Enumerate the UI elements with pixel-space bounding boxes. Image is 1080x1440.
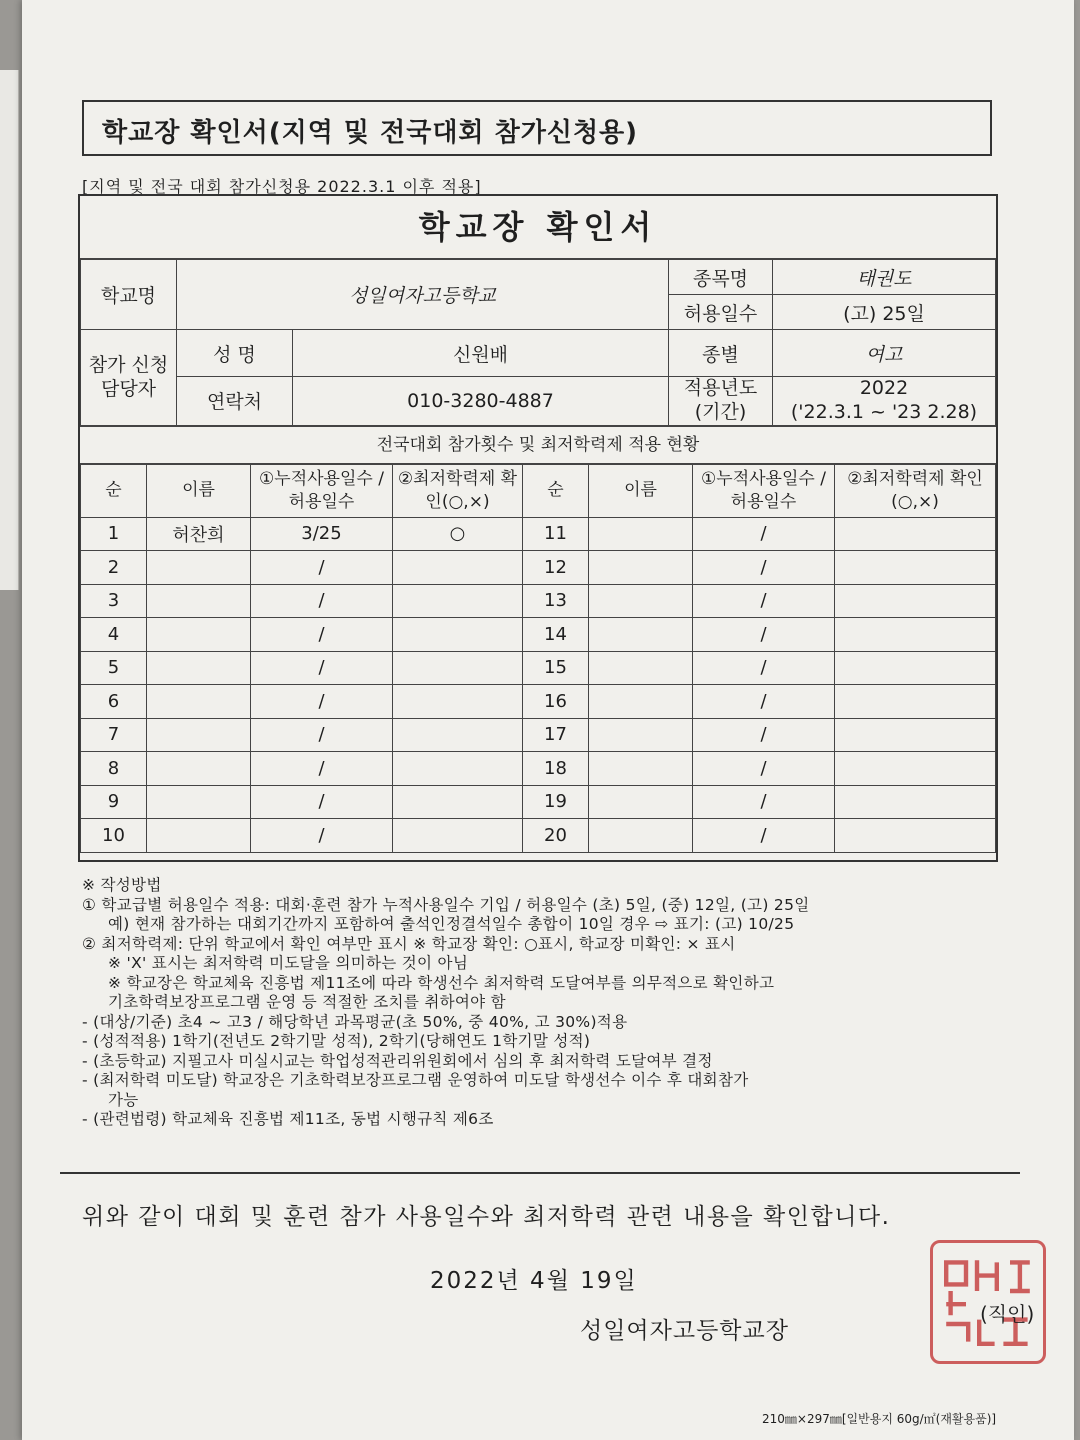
info-table [80, 259, 996, 426]
row-number: 5 [81, 651, 147, 685]
row-check [393, 551, 523, 585]
row-days: / [693, 685, 835, 719]
row-number: 13 [523, 584, 589, 618]
table-row [81, 785, 996, 819]
col-check-right: ②최저학력제 확인(○,×) [835, 464, 996, 517]
row-name [589, 618, 693, 652]
row-days: 3/25 [251, 517, 393, 551]
row-check [393, 819, 523, 853]
row-check [835, 651, 996, 685]
row-check [835, 618, 996, 652]
col-name-left: 이름 [147, 464, 251, 517]
row-days: / [693, 785, 835, 819]
row-days: / [251, 685, 393, 719]
row-check [835, 551, 996, 585]
row-name: 허찬희 [147, 517, 251, 551]
contact-label: 연락처 [177, 377, 293, 426]
row-days: / [251, 618, 393, 652]
row-name [589, 819, 693, 853]
instruction-line: ① 학교급별 허용일수 적용: 대회·훈련 참가 누적사용일수 기입 / 허용일수 (초) 5일, (중) 12일, (고) 25일 [82, 895, 810, 914]
instructions-title: ※ 작성방법 [82, 876, 162, 894]
instruction-line: 기초학력보장프로그램 운영 등 적절한 조치를 취하여야 함 [108, 993, 506, 1011]
row-days: / [693, 752, 835, 786]
row-check [393, 618, 523, 652]
row-name [147, 618, 251, 652]
row-number: 14 [523, 618, 589, 652]
row-check: ○ [393, 517, 523, 551]
confirmation-date: 2022년 4월 19일 [430, 1268, 638, 1294]
event-label: 종목명 [669, 260, 773, 295]
status-title: 전국대회 참가횟수 및 최저학력제 적용 현황 [80, 426, 996, 464]
row-check [835, 718, 996, 752]
row-name [147, 785, 251, 819]
row-days: / [693, 551, 835, 585]
col-no-left: 순 [81, 464, 147, 517]
row-name [147, 551, 251, 585]
row-days: / [693, 584, 835, 618]
row-days: / [693, 718, 835, 752]
row-name [147, 752, 251, 786]
contact-value: 010-3280-4887 [293, 377, 669, 426]
col-days-left: ①누적사용일수 /허용일수 [251, 464, 393, 517]
row-days: / [251, 752, 393, 786]
sub-note: [지역 및 전국 대회 참가신청용 2022.3.1 이후 적용] [82, 177, 482, 196]
instruction-line: - (대상/기준) 초4 ~ 고3 / 해당학년 과목평균(초 50%, 중 40%, 고 30%)적용 [82, 1012, 628, 1031]
row-days: / [251, 551, 393, 585]
instruction-line: 예) 현재 참가하는 대회기간까지 포함하여 출석인정결석일수 총합이 10일 경우 ⇨ 표기: (고) 10/25 [108, 915, 795, 933]
year-value: 2022 [859, 377, 909, 399]
year-value-cell [773, 377, 996, 426]
allowed-days-value: (고) 25일 [773, 295, 996, 330]
row-name [589, 752, 693, 786]
row-number: 6 [81, 685, 147, 719]
year-label-line1: 적용년도 [683, 377, 758, 399]
row-days: / [693, 517, 835, 551]
table-row [81, 651, 996, 685]
row-name [589, 718, 693, 752]
instruction-line: - (최저학력 미도달) 학교장은 기초학력보장프로그램 운영하여 미도달 학생선수 이수 후 대회참가 [82, 1071, 749, 1089]
table-row [81, 551, 996, 585]
instruction-line: ② 최저학력제: 단위 학교에서 확인 여부만 표시 ※ 학교장 확인: ○표시, 학교장 미확인: × 표시 [82, 934, 736, 953]
row-name [147, 651, 251, 685]
adjacent-paper-edge [0, 70, 19, 590]
instruction-line: ※ 학교장은 학교체육 진흥법 제11조에 따라 학생선수 최저학력 도달여부를 의무적으로 확인하고 [108, 973, 775, 992]
row-name [589, 551, 693, 585]
document-header: 학교장 확인서(지역 및 전국대회 참가신청용) [82, 100, 992, 156]
row-number: 1 [81, 517, 147, 551]
table-row [81, 618, 996, 652]
row-name [589, 785, 693, 819]
col-no-right: 순 [523, 464, 589, 517]
form-main [78, 194, 998, 862]
row-check [835, 685, 996, 719]
principal-title: 성일여자고등학교장 [580, 1318, 789, 1344]
row-days: / [693, 618, 835, 652]
year-label-line2: (기간) [694, 400, 747, 423]
row-number: 20 [523, 819, 589, 853]
row-check [835, 752, 996, 786]
row-number: 2 [81, 551, 147, 585]
instruction-line: 가능 [108, 1090, 139, 1109]
row-name [589, 517, 693, 551]
paper-spec: 210㎜×297㎜[일반용지 60g/㎡(재활용품)] [762, 1412, 997, 1426]
row-name [147, 819, 251, 853]
row-days: / [251, 651, 393, 685]
row-number: 4 [81, 618, 147, 652]
status-table [80, 464, 996, 853]
table-row [81, 685, 996, 719]
row-number: 11 [523, 517, 589, 551]
row-check [393, 785, 523, 819]
instructions [82, 876, 1002, 1130]
row-number: 12 [523, 551, 589, 585]
table-row [81, 584, 996, 618]
year-label [669, 377, 773, 426]
row-number: 7 [81, 718, 147, 752]
row-days: / [251, 718, 393, 752]
row-number: 8 [81, 752, 147, 786]
row-name [589, 651, 693, 685]
table-row [81, 819, 996, 853]
applicant-label: 참가 신청 담당자 [81, 330, 177, 426]
row-name [147, 685, 251, 719]
col-name-right: 이름 [589, 464, 693, 517]
col-check-left: ②최저학력제 확인(○,×) [393, 464, 523, 517]
row-check [393, 651, 523, 685]
row-number: 17 [523, 718, 589, 752]
name-value: 신원배 [293, 330, 669, 377]
instruction-line: - (초등학교) 지필고사 미실시교는 학업성적관리위원회에서 심의 후 최저학력 도달여부 결정 [82, 1051, 713, 1070]
event-value: 태권도 [773, 260, 996, 295]
school-value: 성일여자고등학교 [177, 260, 669, 330]
row-days: / [693, 651, 835, 685]
row-name [147, 584, 251, 618]
instruction-line: - (성적적용) 1학기(전년도 2학기말 성적), 2학기(당해연도 1학기말 성적) [82, 1032, 591, 1050]
row-number: 15 [523, 651, 589, 685]
instruction-line: ※ 'X' 표시는 최저학력 미도달을 의미하는 것이 아님 [108, 954, 469, 972]
row-number: 18 [523, 752, 589, 786]
row-days: / [251, 785, 393, 819]
row-name [589, 685, 693, 719]
confirmation-section [60, 1172, 1020, 1346]
instructions-lines [82, 896, 1002, 1130]
row-check [393, 718, 523, 752]
row-name [147, 718, 251, 752]
row-number: 9 [81, 785, 147, 819]
category-value: 여고 [773, 330, 996, 377]
school-label: 학교명 [81, 260, 177, 330]
form-title: 학교장 확인서 [80, 196, 996, 259]
row-check [835, 785, 996, 819]
row-check [393, 685, 523, 719]
row-number: 10 [81, 819, 147, 853]
category-label: 종별 [669, 330, 773, 377]
row-days: / [251, 819, 393, 853]
col-days-right: ①누적사용일수 /허용일수 [693, 464, 835, 517]
seal-mark: (직인) [980, 1302, 1035, 1326]
confirmation-text: 위와 같이 대회 및 훈련 참가 사용일수와 최저학력 관련 내용을 확인합니다. [82, 1204, 891, 1230]
row-check [835, 517, 996, 551]
table-row [81, 517, 996, 551]
row-check [393, 584, 523, 618]
row-number: 19 [523, 785, 589, 819]
instruction-line: - (관련법령) 학교체육 진흥법 제11조, 동법 시행규칙 제6조 [82, 1110, 494, 1128]
row-check [835, 584, 996, 618]
row-name [589, 584, 693, 618]
row-number: 3 [81, 584, 147, 618]
row-check [835, 819, 996, 853]
row-days: / [251, 584, 393, 618]
row-days: / [693, 819, 835, 853]
table-row [81, 752, 996, 786]
allowed-days-label: 허용일수 [669, 295, 773, 330]
table-row [81, 718, 996, 752]
row-number: 16 [523, 685, 589, 719]
row-check [393, 752, 523, 786]
period-value: ('22.3.1 ~ '23 2.28) [790, 400, 978, 423]
name-label: 성 명 [177, 330, 293, 377]
